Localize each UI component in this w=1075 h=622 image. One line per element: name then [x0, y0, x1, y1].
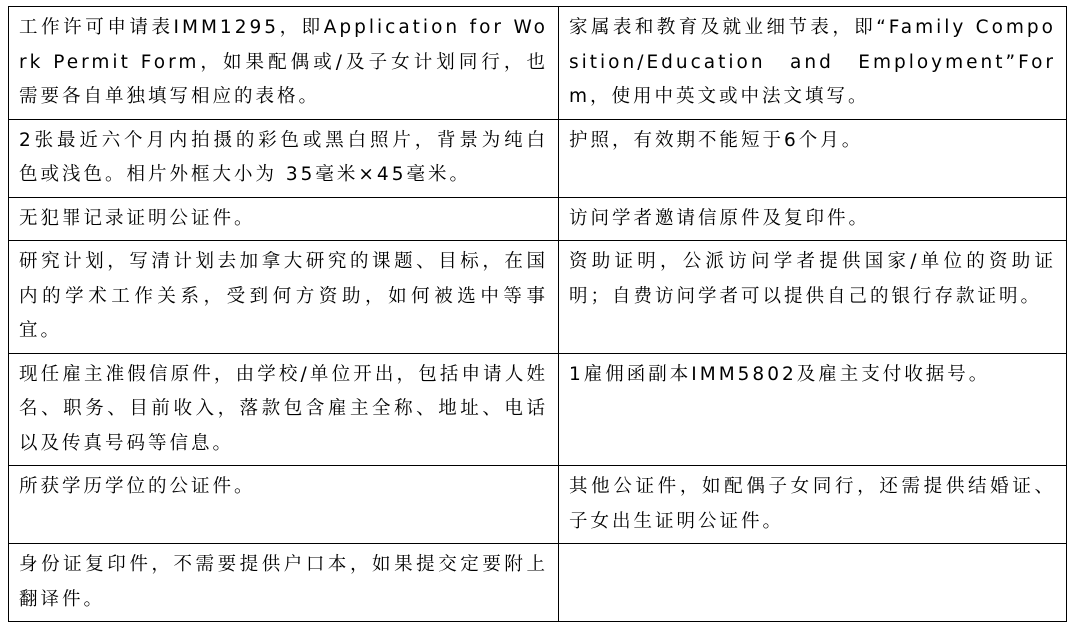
table-cell-right: 其他公证件，如配偶子女同行，还需提供结婚证、子女出生证明公证件。	[559, 466, 1067, 544]
table-row	[9, 197, 1067, 241]
table-cell-right	[559, 544, 1067, 622]
table-row	[9, 544, 1067, 622]
requirements-table	[8, 6, 1067, 622]
table-cell-left: 研究计划，写清计划去加拿大研究的课题、目标，在国内的学术工作关系，受到何方资助，如何被选中等事宜。	[9, 241, 559, 354]
table-cell-left: 无犯罪记录证明公证件。	[9, 197, 559, 241]
table-cell-right: 资助证明，公派访问学者提供国家/单位的资助证明；自费访问学者可以提供自己的银行存款证明。	[559, 241, 1067, 354]
table-row	[9, 466, 1067, 544]
table-cell-left: 现任雇主准假信原件，由学校/单位开出，包括申请人姓名、职务、目前收入，落款包含雇主全称、地址、电话以及传真号码等信息。	[9, 353, 559, 466]
table-cell-left: 工作许可申请表IMM1295，即Application for Work Permit Form，如果配偶或/及子女计划同行，也需要各自单独填写相应的表格。	[9, 7, 559, 120]
table-row	[9, 353, 1067, 466]
table-cell-right: 1雇佣函副本IMM5802及雇主支付收据号。	[559, 353, 1067, 466]
table-cell-right: 家属表和教育及就业细节表，即“Family Composition/Education and Employment”Form，使用中英文或中法文填写。	[559, 7, 1067, 120]
table-cell-right: 访问学者邀请信原件及复印件。	[559, 197, 1067, 241]
table-cell-left: 所获学历学位的公证件。	[9, 466, 559, 544]
table-row	[9, 119, 1067, 197]
table-cell-right: 护照，有效期不能短于6个月。	[559, 119, 1067, 197]
requirements-table-body	[9, 7, 1067, 622]
table-cell-left: 身份证复印件，不需要提供户口本，如果提交定要附上翻译件。	[9, 544, 559, 622]
table-cell-left: 2张最近六个月内拍摄的彩色或黑白照片，背景为纯白色或浅色。相片外框大小为 35毫米×45毫米。	[9, 119, 559, 197]
table-row	[9, 7, 1067, 120]
table-row	[9, 241, 1067, 354]
